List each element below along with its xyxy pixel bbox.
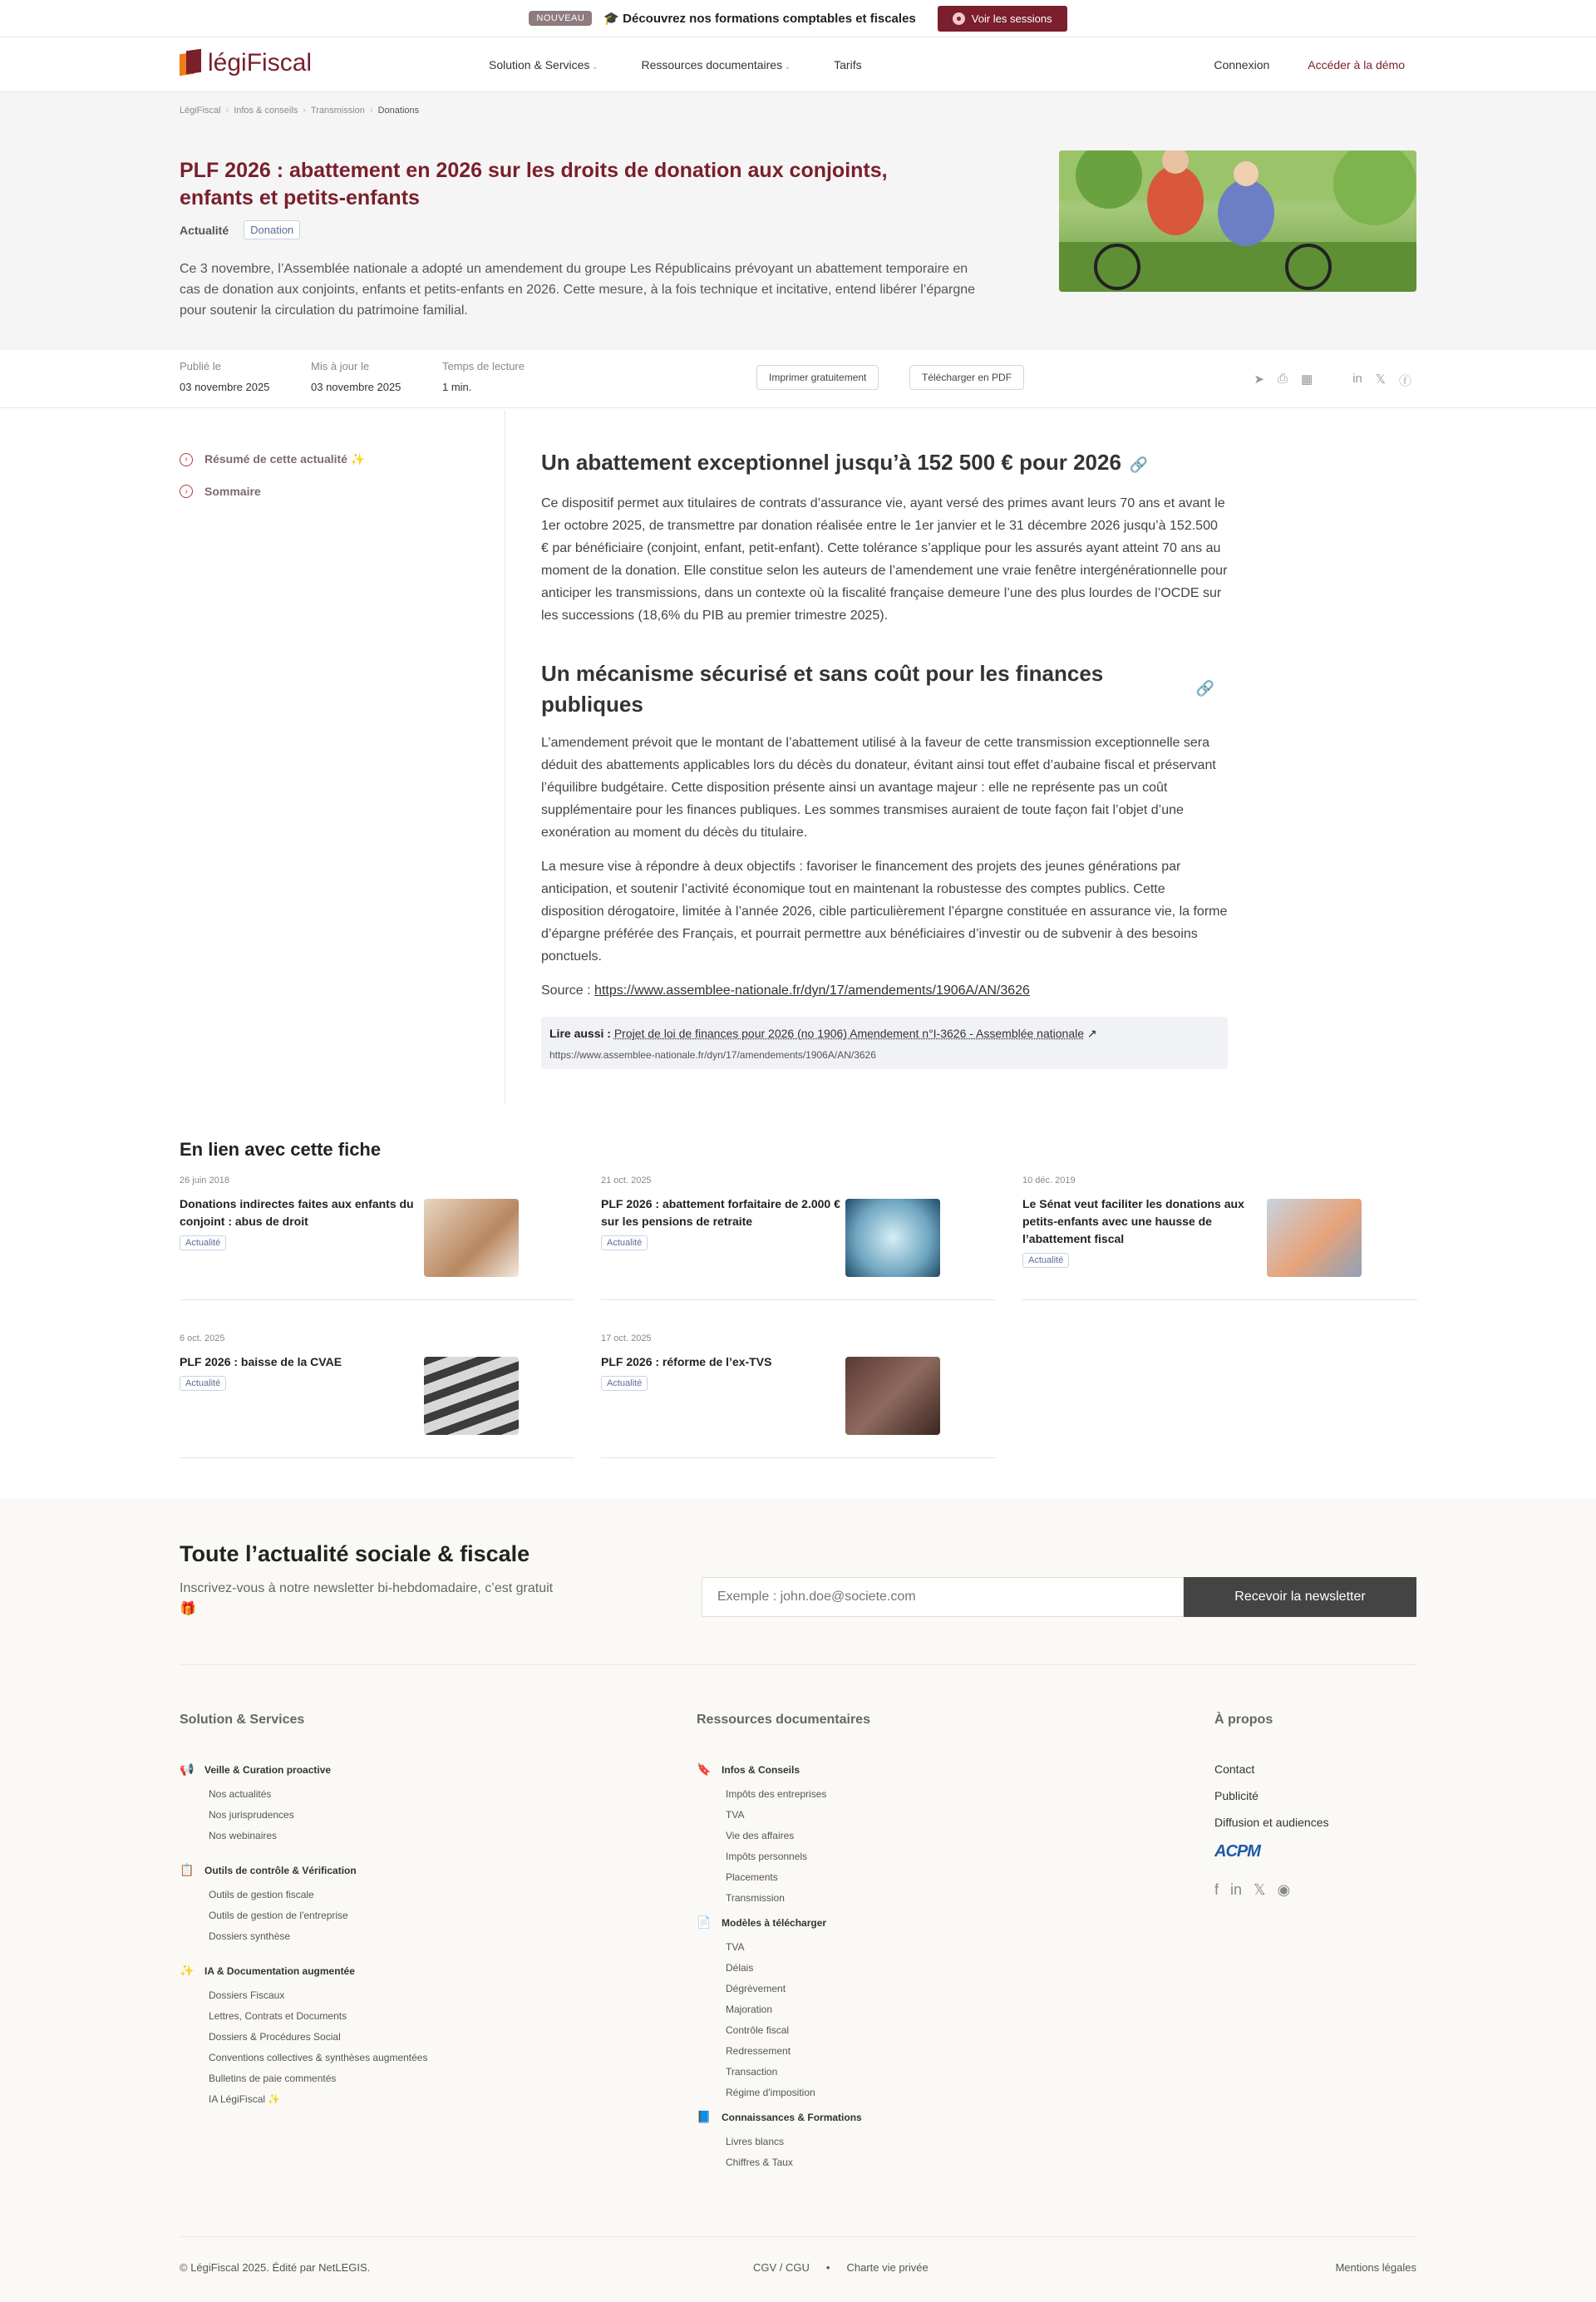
paragraph-2: L’amendement prévoit que le montant de l’abattement utilisé à la faveur de cette transmission exceptionnelle sera déduit des abattements applicables lors du décès du donateur, évitant ainsi tout effet d’aubaine fiscal et préservant l’équilibre budgétaire. Cette disposition présente ainsi un avantage majeur : elle ne représente pas un coût supplémentaire pour les finances publiques. Les sommes transmises auraient de toute façon fait l’objet d’une exonération au moment du décès du titulaire. (541, 736, 1216, 840)
footer-link[interactable]: Nos actualités (209, 1788, 272, 1800)
page-title: PLF 2026 : abattement en 2026 sur les droits de donation aux conjoints, enfants et petits-enfants (180, 159, 888, 209)
footer-link[interactable]: Majoration (726, 2004, 773, 2015)
contact-link[interactable]: Contact (1214, 1762, 1255, 1776)
nav-resources[interactable]: Ressources documentaires ⌄ (641, 58, 791, 71)
divider (180, 1664, 1416, 1665)
logo[interactable]: légiFiscal (180, 49, 312, 77)
privacy-link[interactable]: Charte vie privée (846, 2261, 929, 2274)
breadcrumb-transmission[interactable]: Transmission (310, 106, 365, 116)
clipboard-icon: 📋 (180, 1863, 195, 1876)
print-button[interactable]: Imprimer gratuitement (756, 365, 879, 390)
reading-time: Temps de lecture 1 min. (442, 360, 525, 393)
footer-link[interactable]: Redressement (726, 2045, 791, 2057)
newsletter-subtitle: Inscrivez-vous à notre newsletter bi-hebdomadaire, c’est gratuit 🎁 (180, 1581, 554, 1616)
nav-solutions[interactable]: Solution & Services ⌄ (489, 58, 598, 71)
updated-info: Mis à jour le 03 novembre 2025 (311, 360, 401, 393)
main-nav (489, 58, 862, 71)
related-card[interactable]: 6 oct. 2025 PLF 2026 : baisse de la CVAE Actualité (180, 1333, 574, 1458)
cgv-link[interactable]: CGV / CGU (753, 2261, 810, 2274)
related-section (180, 1139, 1416, 1466)
footer-link[interactable]: IA LégiFiscal ✨ (209, 2093, 281, 2105)
site-footer (0, 1498, 1596, 2302)
footer-link[interactable]: Transaction (726, 2066, 778, 2078)
social-links (1214, 1881, 1329, 1899)
copyright: © LégiFiscal 2025. Édité par NetLEGIS. (180, 2261, 371, 2274)
section-heading-1: Un abattement exceptionnel jusqu’à 152 500 € pour 2026 🔗 (541, 450, 1149, 475)
related-card[interactable]: 21 oct. 2025 PLF 2026 : abattement forfaitaire de 2.000 € sur les pensions de retraite Actualité (601, 1176, 996, 1300)
newsletter-email-input[interactable] (702, 1577, 1184, 1617)
article-sidebar (180, 411, 505, 1104)
facebook-icon[interactable]: ⓕ (1398, 374, 1411, 388)
qr-icon[interactable]: ▦ (1301, 372, 1313, 387)
newsletter-submit-button[interactable]: Recevoir la newsletter (1184, 1577, 1416, 1617)
nav-pricing[interactable]: Tarifs (834, 58, 862, 71)
promo-message: 🎓 Découvrez nos formations comptables et fiscales (603, 12, 916, 26)
footer-link[interactable]: Livres blancs (726, 2136, 785, 2147)
published-info: Publié le 03 novembre 2025 (180, 360, 270, 393)
audience-link[interactable]: Diffusion et audiences (1214, 1816, 1329, 1829)
legal-link[interactable]: Mentions légales (1335, 2261, 1416, 2274)
send-icon[interactable]: ➤ (1254, 372, 1264, 387)
footer-link[interactable]: Conventions collectives & synthèses augmentées (209, 2052, 428, 2063)
footer-link[interactable]: Chiffres & Taux (726, 2157, 793, 2168)
breadcrumb-infos[interactable]: Infos & conseils (234, 106, 298, 116)
facebook-icon[interactable]: f (1214, 1881, 1219, 1898)
separator: • (825, 2261, 830, 2274)
login-link[interactable]: Connexion (1214, 58, 1270, 71)
related-card[interactable]: 26 juin 2018 Donations indirectes faites aux enfants du conjoint : abus de droit Actualité (180, 1176, 574, 1300)
hero-image (1059, 150, 1416, 292)
related-thumbnail (1267, 1199, 1362, 1277)
paragraph-3: La mesure vise à répondre à deux objectifs : favoriser le financement des projets des jeunes générations par anticipation, et soutenir l’activité économique tout en maintenant la robustesse des comptes publics. Cette disposition dérogatoire, limitée à l’année 2026, cible particulièrement l’épargne constituée en assurance vie, la forme d’épargne préférée des Français, et pourrait permettre aux bénéficiaires d’investir ou de subvenir à des besoins ponctuels. (541, 860, 1228, 964)
footer-link[interactable]: Impôts des entreprises (726, 1788, 827, 1800)
read-also-box: Lire aussi : Projet de loi de finances pour 2026 (no 1906) Amendement n°I-3626 - Assemblée nationale ↗ https://www.assemblee-nationale.fr/dyn/17/amendements/1906A/AN/3626 (541, 1017, 1228, 1069)
linkedin-icon[interactable]: in (1230, 1881, 1243, 1898)
footer-link[interactable]: Outils de gestion de l'entreprise (209, 1910, 348, 1921)
topic-tag[interactable]: Donation (244, 220, 300, 239)
rss-icon[interactable]: ◉ (1277, 1881, 1291, 1898)
divider (180, 2236, 1416, 2237)
print-icon[interactable]: ⎙ (1278, 372, 1288, 386)
advertising-link[interactable]: Publicité (1214, 1789, 1259, 1802)
section-heading-2: Un mécanisme sécurisé et sans coût pour les finances publiques 🔗 (541, 661, 1214, 717)
link-icon[interactable]: 🔗 (1195, 680, 1214, 697)
related-thumbnail (424, 1199, 519, 1277)
chevron-right-icon: › (180, 485, 193, 498)
footer-link[interactable]: Outils de gestion fiscale (209, 1889, 314, 1900)
article-body (541, 447, 1228, 1069)
article-hero (0, 92, 1596, 350)
newsletter-title: Toute l’actualité sociale & fiscale (180, 1541, 530, 1566)
source-line: Source : https://www.assemblee-nationale.fr/dyn/17/amendements/1906A/AN/3626 (541, 983, 1030, 998)
acpm-logo: ACPM (1214, 1842, 1260, 1861)
footer-link[interactable]: Nos jurisprudences (209, 1809, 294, 1821)
footer-link[interactable]: Placements (726, 1871, 778, 1883)
x-icon[interactable]: 𝕏 (1254, 1881, 1266, 1898)
linkedin-icon[interactable]: in (1352, 372, 1362, 386)
summary-toggle[interactable]: › Résumé de cette actualité ✨ (180, 452, 505, 466)
footer-link[interactable]: Contrôle fiscal (726, 2024, 790, 2036)
link-icon[interactable]: 🔗 (1129, 456, 1149, 473)
related-heading: En lien avec cette fiche (180, 1139, 382, 1160)
article-tags (180, 220, 300, 239)
demo-link[interactable]: Accéder à la démo (1308, 58, 1405, 71)
logo-mark-icon (180, 50, 203, 76)
promo-banner (0, 0, 1596, 37)
see-sessions-button[interactable]: Voir les sessions (938, 6, 1067, 32)
read-also-url: https://www.assemblee-nationale.fr/dyn/17/amendements/1906A/AN/3626 (549, 1049, 876, 1061)
toc-toggle[interactable]: › Sommaire (180, 485, 505, 498)
footer-link[interactable]: TVA (726, 1809, 745, 1821)
footer-col-resources: Ressources documentaires 🔖 Infos & Conseils Impôts des entreprises TVA Vie des affaires Impôts personnels Placements Transmission 📄 Modèles à télécharger TVA Délais Dégrèvement Majoration Contrôle fiscal Redressement Transaction Régime d'imposition 📘 Connaissances & Formations Livres blancs Chiffres & Taux (697, 1713, 870, 2168)
pdf-button[interactable]: Télécharger en PDF (909, 365, 1024, 390)
footer-col-about: À propos Contact Publicité Diffusion et audiences ACPM f in 𝕏 ◉ (1214, 1713, 1329, 1898)
new-badge: NOUVEAU (529, 11, 592, 26)
breadcrumb-current: Donations (377, 106, 420, 116)
related-card[interactable]: 17 oct. 2025 PLF 2026 : réforme de l’ex-TVS Actualité (601, 1333, 996, 1458)
footer-link[interactable]: Bulletins de paie commentés (209, 2073, 337, 2084)
source-link[interactable]: https://www.assemblee-nationale.fr/dyn/17/amendements/1906A/AN/3626 (594, 983, 1030, 998)
article-meta (0, 350, 1596, 408)
x-icon[interactable]: 𝕏 (1375, 372, 1386, 387)
footer-link[interactable]: Régime d'imposition (726, 2087, 815, 2098)
breadcrumb: LégiFiscal › Infos & conseils › Transmission › Donations (180, 106, 420, 116)
book-icon: 📘 (697, 2110, 712, 2123)
share-icons (1254, 372, 1411, 389)
footer-link[interactable]: Délais (726, 1962, 754, 1974)
footer-link[interactable]: Impôts personnels (726, 1851, 808, 1862)
record-icon (953, 12, 965, 25)
chevron-right-icon: › (180, 453, 193, 466)
megaphone-icon: 📢 (180, 1762, 195, 1776)
footer-col-solutions: Solution & Services 📢 Veille & Curation proactive Nos actualités Nos jurisprudences Nos webinaires 📋 Outils de contrôle & Vérification Outils de gestion fiscale Outils de gestion de l'entreprise Dossiers synthèse ✨ IA & Documentation augmentée Dossiers Fiscaux Lettres, Contrats et Documents Dossiers & Procédures Social Conventions collectives & synthèses augmentées Bulletins de paie commentés IA LégiFiscal ✨ (180, 1713, 428, 2105)
related-card[interactable]: 10 déc. 2019 Le Sénat veut faciliter les donations aux petits-enfants avec une hausse de l’abattement fiscal Actualité (1022, 1176, 1417, 1300)
footer-link[interactable]: TVA (726, 1941, 745, 1953)
footer-link[interactable]: Transmission (726, 1892, 785, 1904)
read-also-link[interactable]: Projet de loi de finances pour 2026 (no 1906) Amendement n°I-3626 - Assemblée nationale (613, 1027, 1085, 1040)
related-thumbnail (424, 1357, 519, 1435)
footer-link[interactable]: Vie des affaires (726, 1830, 795, 1841)
document-icon: 📄 (697, 1915, 712, 1929)
paragraph-1: Ce dispositif permet aux titulaires de contrats d’assurance vie, ayant versé des primes avant leurs 70 ans et avant le 1er octobre 2025, de transmettre par donation réalisée entre le 1er janvier et le 31 décembre 2026 jusqu’à 152.500 € par bénéficiaire (conjoint, enfant, petit-enfant). Cette tolérance s’applique pour les assurés ayant atteint 70 ans au moment de la donation. Elle constitue selon les auteurs de l’amendement une vraie fenêtre intergénérationnelle pour anticiper les transmissions, dans un contexte où la fiscalité française demeure l’une des plus lourdes de l’OCDE sur les successions (18,6% du PIB au premier trimestre 2025). (541, 496, 1228, 623)
related-thumbnail (845, 1357, 940, 1435)
category-tag: Actualité (180, 223, 229, 237)
related-thumbnail (845, 1199, 940, 1277)
footer-link[interactable]: Dossiers Fiscaux (209, 1989, 285, 2001)
site-header (0, 37, 1596, 92)
footer-link[interactable]: Nos webinaires (209, 1830, 278, 1841)
footer-link[interactable]: Dossiers synthèse (209, 1930, 291, 1942)
article-intro: Ce 3 novembre, l’Assemblée nationale a adopté un amendement du groupe Les Républicains prévoyant un abattement temporaire en cas de donation aux conjoints, enfants et petits-enfants en 2026. Cette mesure, à la fois technique et incitative, entend libérer l’épargne pour soutenir la circulation du patrimoine familial. (180, 262, 976, 318)
footer-link[interactable]: Dégrèvement (726, 1983, 786, 1994)
breadcrumb-home[interactable]: LégiFiscal (180, 106, 221, 116)
footer-link[interactable]: Lettres, Contrats et Documents (209, 2010, 347, 2022)
external-link-icon: ↗ (1086, 1027, 1097, 1040)
bookmark-icon: 🔖 (697, 1762, 712, 1776)
footer-link[interactable]: Dossiers & Procédures Social (209, 2031, 341, 2043)
magic-wand-icon: ✨ (180, 1964, 195, 1977)
